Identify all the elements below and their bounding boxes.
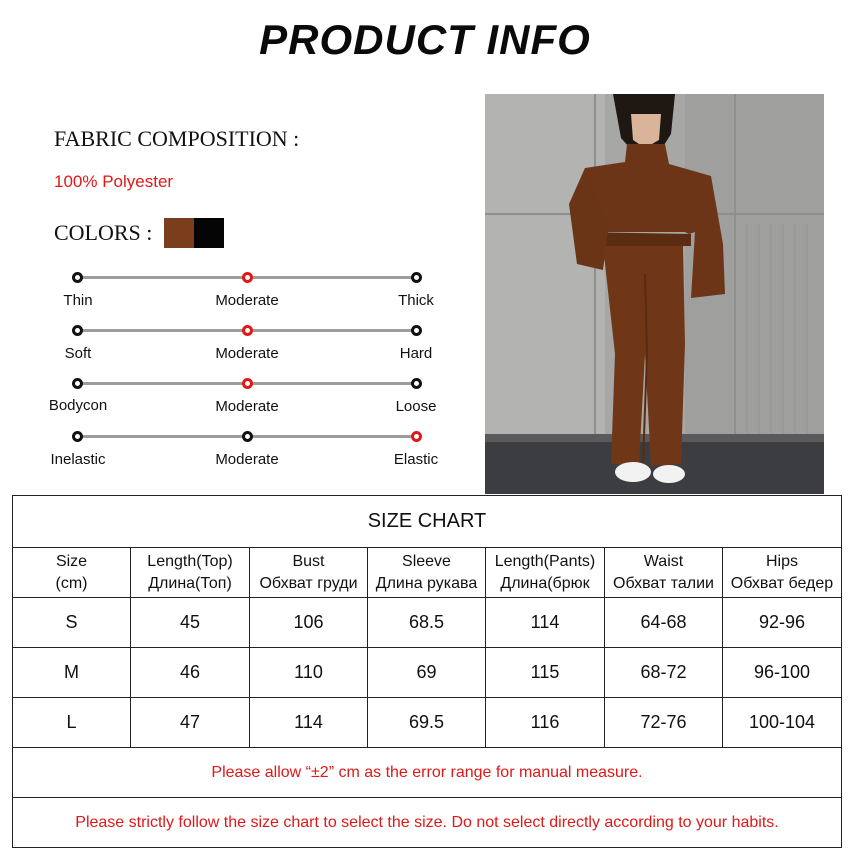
fabric-composition-value: 100% Polyester xyxy=(54,172,174,191)
table-row xyxy=(13,648,842,698)
scale-dot xyxy=(411,378,422,389)
scale-label-mid: Moderate xyxy=(215,292,279,309)
scale-label-mid: Moderate xyxy=(215,451,279,468)
colors-row xyxy=(54,218,224,248)
scale-label-mid: Moderate xyxy=(215,345,279,362)
header-length-top: Length(Top) Длина(Топ) xyxy=(131,548,250,598)
page-title: PRODUCT INFO xyxy=(259,16,591,63)
scale-label-mid: Moderate xyxy=(215,398,279,415)
scale-dot xyxy=(242,378,253,389)
cell-length-top: 47 xyxy=(131,698,250,748)
scale-dot xyxy=(72,325,83,336)
header-waist: Waist Обхват талии xyxy=(605,548,723,598)
scale-dot xyxy=(72,272,83,283)
color-swatch-black[interactable] xyxy=(194,218,224,248)
cell-length-pants: 114 xyxy=(486,598,605,648)
size-selection-note: Please strictly follow the size chart to select the size. Do not select directly according to your habits. xyxy=(13,798,842,848)
model-illustration xyxy=(485,94,824,494)
softness-scale xyxy=(40,315,450,362)
cell-hips: 92-96 xyxy=(723,598,842,648)
fit-scale xyxy=(40,368,450,415)
table-row xyxy=(13,598,842,648)
scale-dot xyxy=(242,431,253,442)
cell-sleeve: 69.5 xyxy=(368,698,486,748)
cell-size: L xyxy=(13,698,131,748)
header-size: Size (cm) xyxy=(13,548,131,598)
colors-label: COLORS : xyxy=(54,220,153,245)
cell-size: S xyxy=(13,598,131,648)
scale-label-high: Hard xyxy=(399,345,433,362)
cell-bust: 110 xyxy=(250,648,368,698)
cell-hips: 100-104 xyxy=(723,698,842,748)
cell-waist: 72-76 xyxy=(605,698,723,748)
scale-dot xyxy=(411,272,422,283)
error-range-note: Please allow “±2” cm as the error range for manual measure. xyxy=(13,748,842,798)
scale-label-low: Inelastic xyxy=(50,451,106,468)
scale-dot xyxy=(72,431,83,442)
scale-label-high: Elastic xyxy=(393,451,439,468)
cell-length-top: 46 xyxy=(131,648,250,698)
cell-length-pants: 115 xyxy=(486,648,605,698)
scale-label-high: Loose xyxy=(395,398,437,415)
cell-waist: 64-68 xyxy=(605,598,723,648)
scale-label-low: Thin xyxy=(63,292,93,309)
scale-label-low: Soft xyxy=(64,345,92,362)
product-photo xyxy=(485,94,824,494)
header-hips: Hips Обхват бедер xyxy=(723,548,842,598)
scale-dot xyxy=(242,325,253,336)
size-chart-table xyxy=(12,495,842,848)
color-swatch-brown[interactable] xyxy=(164,218,194,248)
scale-label-low: Bodycon xyxy=(48,397,108,414)
cell-size: M xyxy=(13,648,131,698)
cell-length-top: 45 xyxy=(131,598,250,648)
scale-dot xyxy=(242,272,253,283)
cell-bust: 106 xyxy=(250,598,368,648)
size-chart-title: SIZE CHART xyxy=(13,496,842,548)
table-row xyxy=(13,698,842,748)
header-bust: Bust Обхват груди xyxy=(250,548,368,598)
header-sleeve: Sleeve Длина рукава xyxy=(368,548,486,598)
scale-dot xyxy=(411,431,422,442)
cell-bust: 114 xyxy=(250,698,368,748)
scale-dot xyxy=(411,325,422,336)
cell-length-pants: 116 xyxy=(486,698,605,748)
scale-label-high: Thick xyxy=(398,292,434,309)
thickness-scale xyxy=(40,262,450,309)
header-length-pants: Length(Pants) Длина(брюк xyxy=(486,548,605,598)
cell-sleeve: 69 xyxy=(368,648,486,698)
cell-waist: 68-72 xyxy=(605,648,723,698)
elasticity-scale xyxy=(40,421,450,468)
cell-hips: 96-100 xyxy=(723,648,842,698)
size-chart-header-row xyxy=(13,548,842,598)
fabric-composition-heading: FABRIC COMPOSITION : xyxy=(54,126,300,151)
scale-dot xyxy=(72,378,83,389)
cell-sleeve: 68.5 xyxy=(368,598,486,648)
